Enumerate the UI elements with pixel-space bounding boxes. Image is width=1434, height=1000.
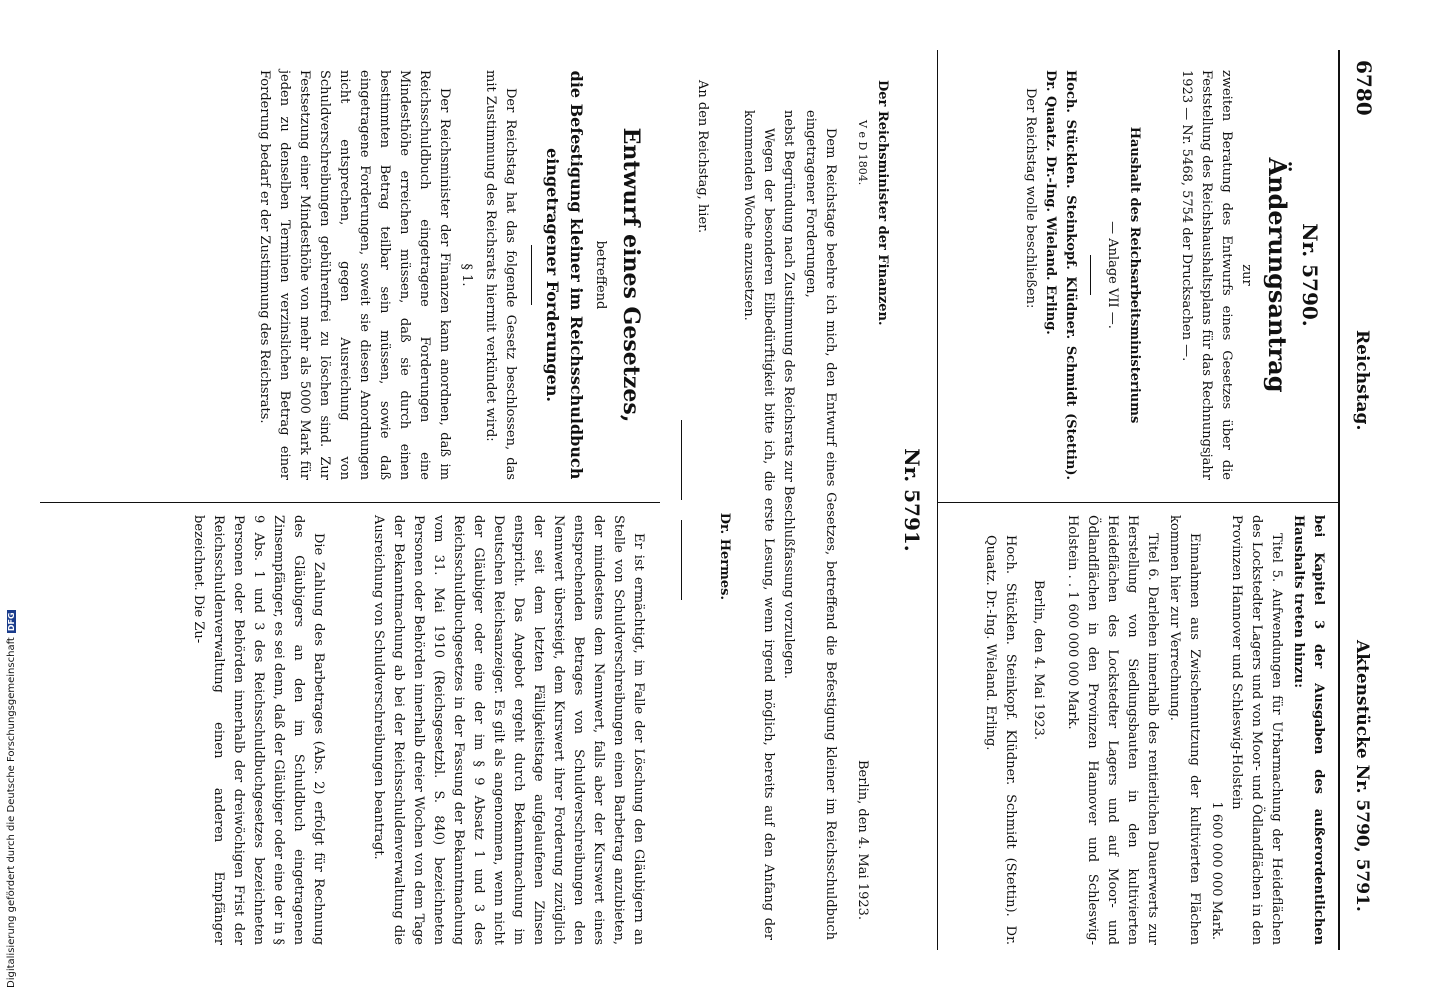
beschliessen-line: Der Reichstag wolle beschließen: [1023, 88, 1038, 309]
signers-right: Hoch. Stücklen. Steinkopf. Klüdner. Schmidt (Stettin). Dr. Quaatz. Dr.-Ing. Wieland. Erling. [983, 535, 1018, 945]
right-para-zahlung: Die Zahlung des Barbetrages (Abs. 2) erfolgt für Rechnung des Gläubigers an den im Schuldbuch eingetragenen Zinsempfänger, es sei denn, daß der Gläubiger oder eine der in § 9 Abs. 1 und 3 des Reichsschuldbuchgesetzes bezeichneten Personen oder Behörden innerhalb der dreiwöchigen Frist der Reichsschuldenverwaltung einen anderen Empfänger bezeichnet. Die Zu- [191, 515, 326, 945]
entwurf-preamble: Der Reichstag hat das folgende Gesetz beschlossen, das mit Zustimmung des Reichsrats hiermit verkündet wird: [483, 70, 518, 480]
header-center: Reichstag. [1352, 330, 1372, 431]
section-1-label: § 1. [459, 263, 474, 287]
addressee: An den Reichstag, hier. [695, 80, 710, 234]
doc-number-5791: Nr. 5791. [900, 448, 924, 552]
right-para-ermaechtigt: Er ist ermächtigt, im Falle der Löschung den Gläubigern an Stelle von Schuldverschreibungen einen Barbetrag anzubieten, der mindestens dem Nennwert, falls aber der Kurswert eines entsprechenden Betrages von Schuldverschreibungen den Nennwert übersteigt, dem Kurswert ihrer Forderung zuzüglich der seit dem letzten Fälligkeitstage aufgelaufenen Zinsen entspricht. Das Angebot ergeht durch Bekanntmachung im Deutschen Reichsanzeiger. Es gilt als angenommen, wenn nicht der Gläubiger oder eine der im § 9 Absatz 1 und 3 des Reichsschuldbuchgesetzes in der Fassung der Bekanntmachung vom 31. Mai 1910 (Reichsgesetzbl. S. 840) bezeichneten Personen oder Behörden innerhalb dreier Wochen von dem Tage der Bekanntmachung ab bei der Reichsschuldenverwaltung die Ausreichung von Schuldverschreibungen beantragt. [371, 515, 646, 945]
amendment-intro: zweiten Beratung des Entwurfs eines Gesetzes über die Feststellung des Reichshaushaltsplans für das Rechnungsjahr 1923 — Nr. 5468, 5754 der Drucksachen —. [1179, 70, 1234, 480]
digitization-credit [6, 608, 18, 998]
titel-5: Titel 5. Aufwendungen für Urbarmachung der Heideflächen des Lockstedter Lagers und von Moor- und Ödlandflächen in den Provinzen Hannover und Schleswig-Holstein [1229, 515, 1284, 945]
doc-number-5790: Nr. 5790. [1298, 223, 1322, 327]
zur-label: zur [1239, 264, 1254, 286]
header-rule [1338, 50, 1340, 950]
reference-number: V e D 1804. [856, 120, 869, 186]
short-divider-3 [681, 520, 682, 600]
date-5790: Berlin, den 4. Mai 1923. [1031, 580, 1046, 741]
einnahmen-note: Einnahmen aus Zwischennutzung der kultivierten Flächen kommen hier zur Verrechnung. [1167, 515, 1202, 945]
header-right: Aktenstücke Nr. 5790, 5791. [1352, 640, 1372, 912]
short-divider-2 [681, 420, 682, 500]
doc-title-aenderungsantrag: Änderungsantrag [1263, 157, 1292, 393]
signature-hermes: Dr. Hermes. [717, 512, 732, 600]
cover-letter-body-1: Dem Reichstage beehre ich mich, den Entwurf eines Gesetzes, betreffend die Befestigung kleiner im Reichsschuldbuch eingetragener Forderungen, [803, 110, 838, 940]
short-divider-1 [1090, 255, 1091, 295]
amendment-signers: Hoch. Stücklen. Steinkopf. Klüdner. Schmidt (Stettin). Dr. Quaatz. Dr.-Ing. Wieland. Erling. [1043, 70, 1078, 480]
credit-text: Digitalisierung gefördert durch die Deutsche Forschungsgemeinschaft [6, 637, 17, 988]
page-number: 6780 [1352, 60, 1376, 116]
dfg-logo: DFG [7, 612, 16, 632]
entwurf-subtitle: die Befestigung kleiner im Reichsschuldbuch eingetragener Forderungen. [543, 70, 586, 480]
entwurf-betreffend: betreffend [593, 240, 608, 310]
section-1-para-1: Der Reichsminister der Finanzen kann anordnen, daß im Reichsschuldbuch eingetragene Forderungen eine Mindesthöhe erreichen müssen, daß sie durch einen bestimmten Betrag teilbar sein müssen, sowie daß eingetragene Forderungen, soweit sie diesen Anordnungen nicht entsprechen, gegen Ausreichung von Schuldverschreibungen gebührenfrei zu löschen sind. Zur Festsetzung einer Mindesthöhe von mehr als 5000 Mark für jeden zu denselben Terminen verzinslichen Betrag einer Forderung bedarf er der Zustimmung des Reichsrats. [257, 70, 452, 480]
short-divider-4 [531, 245, 532, 305]
cover-letter-body-2: nebst Begründung nach Zustimmung des Reichsrats zur Beschlußfassung vorzulegen. [781, 110, 796, 679]
minister-heading: Der Reichsminister der Finanzen. [875, 80, 890, 326]
titel-6: Titel 6. Darlehen innerhalb des rentierlichen Dauerwerts zur Herstellung von Siedlungsbauten in den kultivierten Heideflächen des Lockstedter Lagers und auf Moor- und Ödlandflächen in den Provinzen Hannover und Schleswig-Holstein . . 1 600 000 000 Mark. [1065, 515, 1160, 945]
anlage-label: — Anlage VII —. [1105, 221, 1120, 329]
kapitel-line: bei Kapitel 3 der Ausgaben des außerordentlichen Haushalts treten hinzu: [1291, 515, 1326, 945]
haushalt-heading: Haushalt des Reichsarbeitsministeriums [1127, 126, 1142, 424]
column-rule-lower [40, 502, 660, 503]
date-5791: Berlin, den 4. Mai 1923. [855, 760, 870, 921]
entwurf-title: Entwurf eines Gesetzes, [618, 127, 644, 423]
section-rule [937, 50, 938, 950]
amount-titel-5: 1 600 000 000 Mark. [1209, 801, 1224, 940]
cover-letter-body-3: Wegen der besonderen Eilbedürftigkeit bitte ich, die erste Lesung, wenn irgend möglich, bereits auf den Anfang der kommenden Woche anzusetzen. [741, 110, 776, 940]
column-rule-upper [938, 502, 1338, 503]
